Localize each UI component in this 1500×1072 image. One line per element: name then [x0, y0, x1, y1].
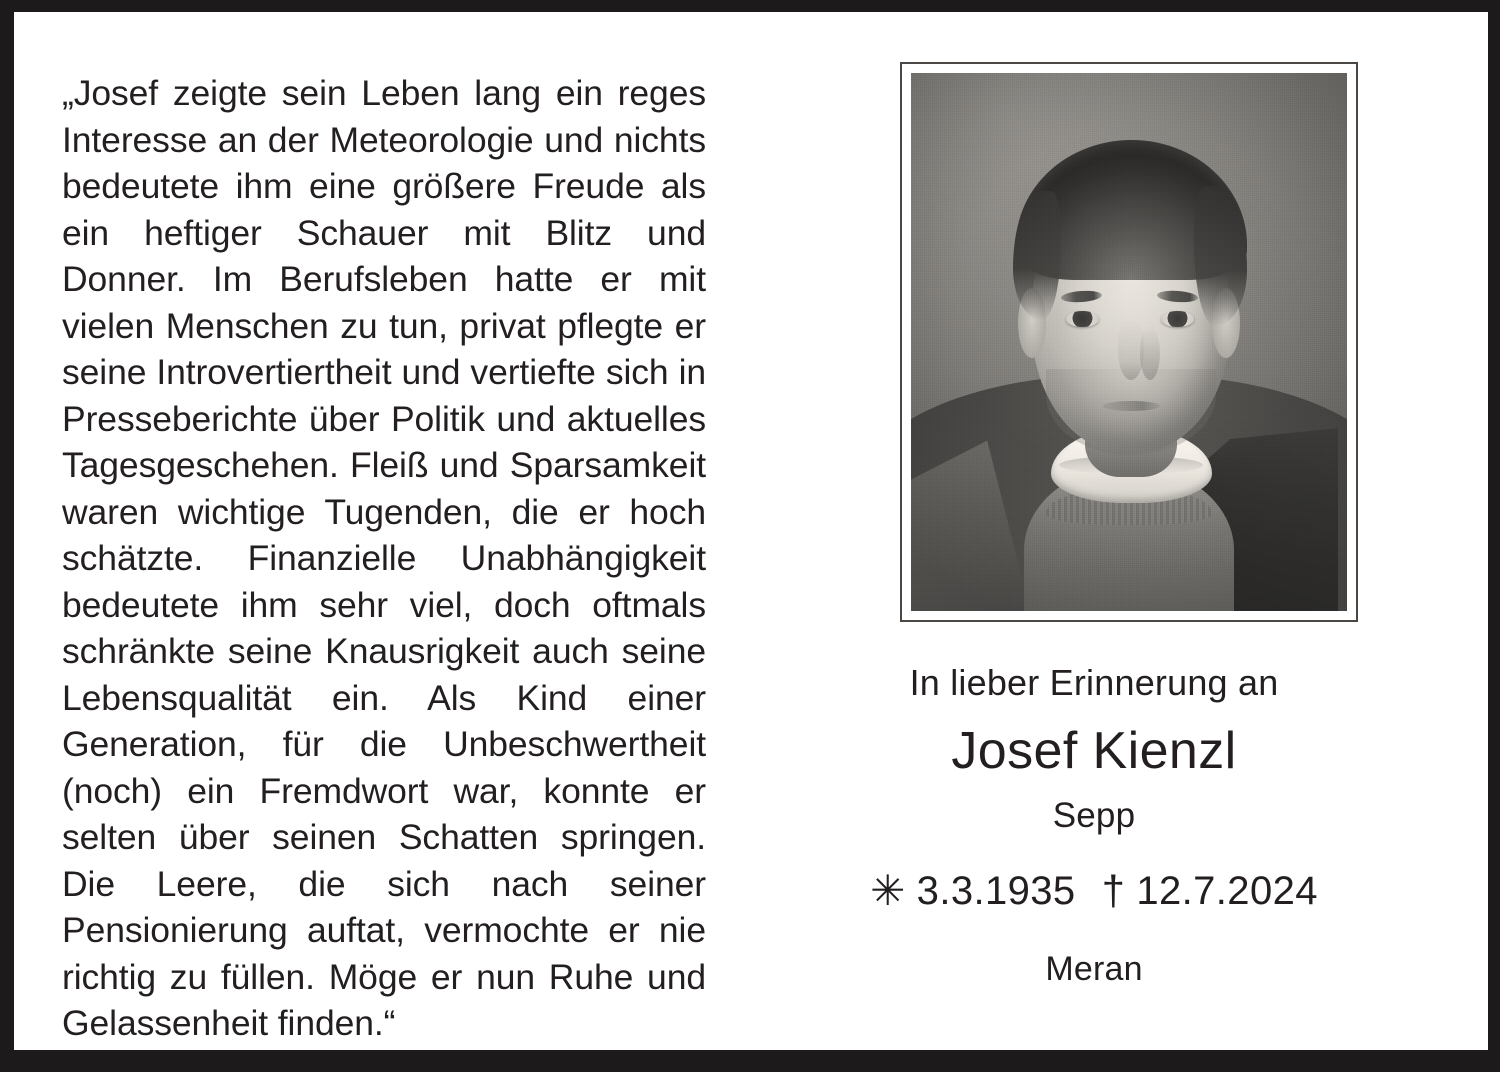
deceased-name: Josef Kienzl	[951, 722, 1237, 780]
dedication-intro: In lieber Erinnerung an	[909, 662, 1279, 703]
eulogy-text-block	[62, 70, 706, 1047]
death-cross-icon: †	[1101, 867, 1126, 914]
death-date: 12.7.2024	[1136, 869, 1318, 913]
life-dates	[714, 860, 1474, 922]
birth-date: 3.3.1935	[916, 869, 1076, 913]
deceased-nickname: Sepp	[1052, 796, 1136, 835]
place-of-origin: Meran	[1045, 950, 1143, 988]
portrait-photo-frame	[900, 62, 1358, 622]
birth-star-icon: ✳	[870, 867, 906, 914]
dedication-block	[714, 660, 1474, 994]
portrait-photo	[911, 73, 1347, 611]
memorial-card	[14, 12, 1488, 1050]
right-column	[714, 12, 1474, 1050]
eulogy-paragraph: „Josef zeigte sein Leben lang ein reges Interesse an der Meteorologie und nichts bedeutete ihm eine größere Freude als ein heftiger Schauer mit Blitz und Donner. Im Berufsleben hatte er mit vielen Menschen zu tun, privat pflegte er seine Introvertiertheit und vertiefte sich in Presseberichte über Politik und aktuelles Tagesgeschehen. Fleiß und Sparsamkeit waren wichtige Tugenden, die er hoch schätzte. Finanzielle Unabhängigkeit bedeutete ihm sehr viel, doch oftmals schränkte seine Knausrigkeit auch seine Lebensqualität ein. Als Kind einer Generation, für die Unbeschwertheit (noch) ein Fremdwort war, konnte er selten über seinen Schatten springen. Die Leere, die sich nach seiner Pensionierung auftat, vermochte er nie richtig zu füllen. Möge er nun Ruhe und Gelassenheit finden.“	[62, 73, 706, 1043]
photo-film-grain	[911, 73, 1347, 611]
